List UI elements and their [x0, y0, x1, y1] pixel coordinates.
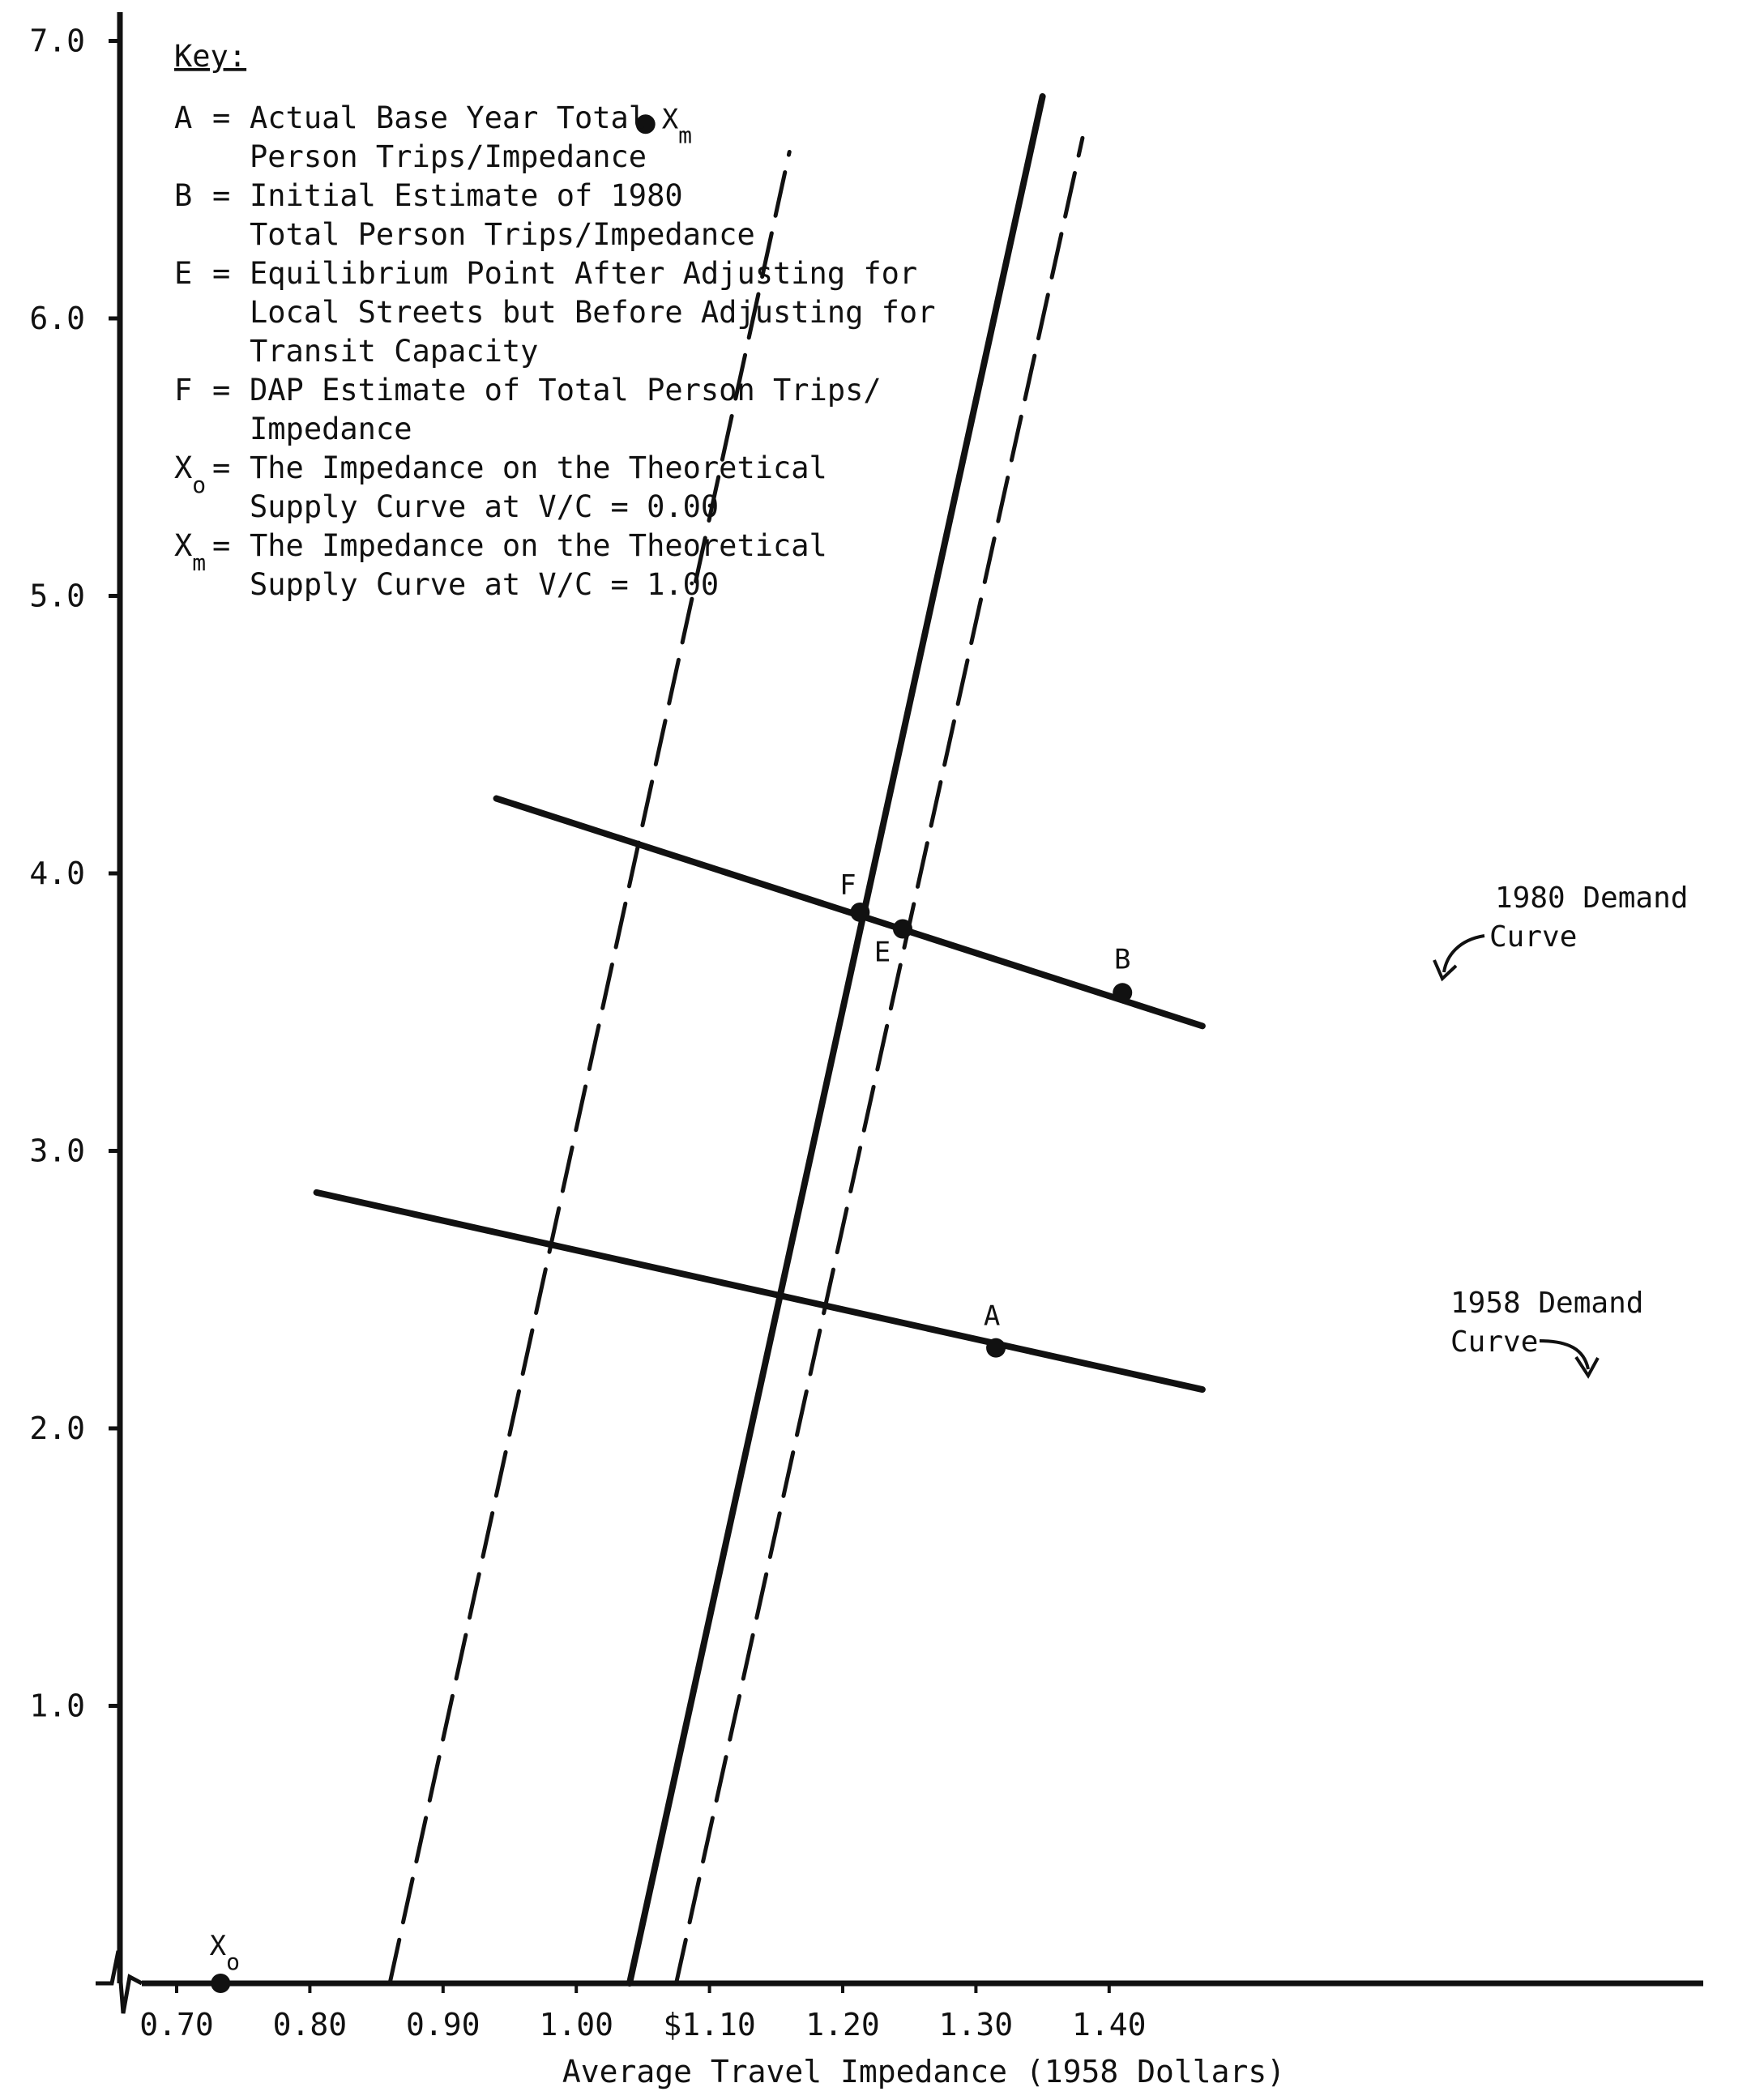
key-description: Transit Capacity — [250, 334, 539, 369]
key-description: Equilibrium Point After Adjusting for — [250, 256, 918, 291]
key-description: The Impedance on the Theoretical — [250, 528, 827, 563]
dashed-supply-line — [677, 138, 1083, 1983]
x-tick-label: 1.40 — [1072, 2007, 1147, 2042]
key-description: Supply Curve at V/C = 0.00 — [250, 489, 720, 524]
axis-break-mark — [96, 1951, 142, 2013]
annotation-1980-line2: Curve — [1489, 920, 1578, 954]
x-tick-label: 1.20 — [805, 2007, 880, 2042]
demand-curve-1958 — [317, 1193, 1202, 1389]
key-title: Key: — [174, 39, 247, 74]
annotation-1980-line1: 1980 Demand — [1495, 881, 1689, 915]
key-equals: = — [212, 528, 231, 563]
key-description: Initial Estimate of 1980 — [250, 178, 683, 213]
key-symbol: F — [174, 373, 193, 408]
key-description: Local Streets but Before Adjusting for — [250, 295, 936, 330]
x-tick-label: 0.70 — [139, 2007, 214, 2042]
x-tick-label: $1.10 — [663, 2007, 756, 2042]
y-tick-label: 3.0 — [29, 1133, 85, 1169]
point-a — [986, 1338, 1006, 1358]
key-symbol: $X_o$ — [174, 450, 207, 498]
key-description: Impedance — [250, 412, 412, 446]
point-b — [1113, 983, 1132, 1002]
key-equals: = — [212, 450, 231, 485]
point-label: $X_m$ — [661, 103, 693, 149]
y-tick-label: 7.0 — [29, 23, 85, 59]
point-label: B — [1113, 943, 1131, 976]
x-tick-label: 0.80 — [272, 2007, 348, 2042]
key-symbol: A — [174, 100, 193, 135]
y-tick-label: 1.0 — [29, 1688, 85, 1724]
point-label: A — [983, 1300, 1001, 1333]
point-label: F — [839, 869, 856, 902]
annotation-1958-line2: Curve — [1450, 1325, 1539, 1359]
x-tick-label: 1.00 — [539, 2007, 613, 2042]
key-equals: = — [212, 178, 231, 213]
x-ticks — [139, 1983, 1146, 2042]
key-symbol: $X_m$ — [174, 528, 207, 576]
x-tick-label: 1.30 — [938, 2007, 1014, 2042]
key-symbol: B — [174, 178, 193, 213]
key-description: Total Person Trips/Impedance — [250, 217, 755, 252]
key-description: Actual Base Year Total — [250, 100, 647, 135]
point-f — [850, 903, 869, 922]
annotation-1958-line1: 1958 Demand — [1450, 1287, 1644, 1320]
dashed-supply-line — [390, 152, 789, 1984]
key-legend — [174, 39, 935, 602]
y-tick-label: 2.0 — [29, 1411, 85, 1446]
key-equals: = — [212, 100, 231, 135]
y-tick-label: 6.0 — [29, 301, 85, 336]
annotation-1958-demand — [1450, 1287, 1643, 1376]
point-xo — [211, 1974, 230, 1993]
key-equals: = — [212, 373, 231, 408]
key-symbol: E — [174, 256, 193, 291]
point-label: $X_o$ — [209, 1930, 240, 1975]
y-tick-label: 4.0 — [29, 856, 85, 891]
point-label: E — [874, 936, 891, 969]
annotation-1980-demand — [1434, 881, 1688, 979]
key-description: The Impedance on the Theoretical — [250, 450, 827, 485]
y-ticks — [29, 23, 120, 1724]
annotation-1980-arrow — [1444, 936, 1484, 972]
key-description: Person Trips/Impedance — [250, 139, 647, 174]
point-e — [893, 920, 912, 939]
x-axis-title: Average Travel Impedance (1958 Dollars) — [562, 2054, 1286, 2089]
key-description: Supply Curve at V/C = 1.00 — [250, 567, 720, 602]
x-tick-label: 0.90 — [406, 2007, 481, 2042]
y-tick-label: 5.0 — [29, 578, 85, 614]
key-description: DAP Estimate of Total Person Trips/ — [250, 373, 882, 408]
key-equals: = — [212, 256, 231, 291]
